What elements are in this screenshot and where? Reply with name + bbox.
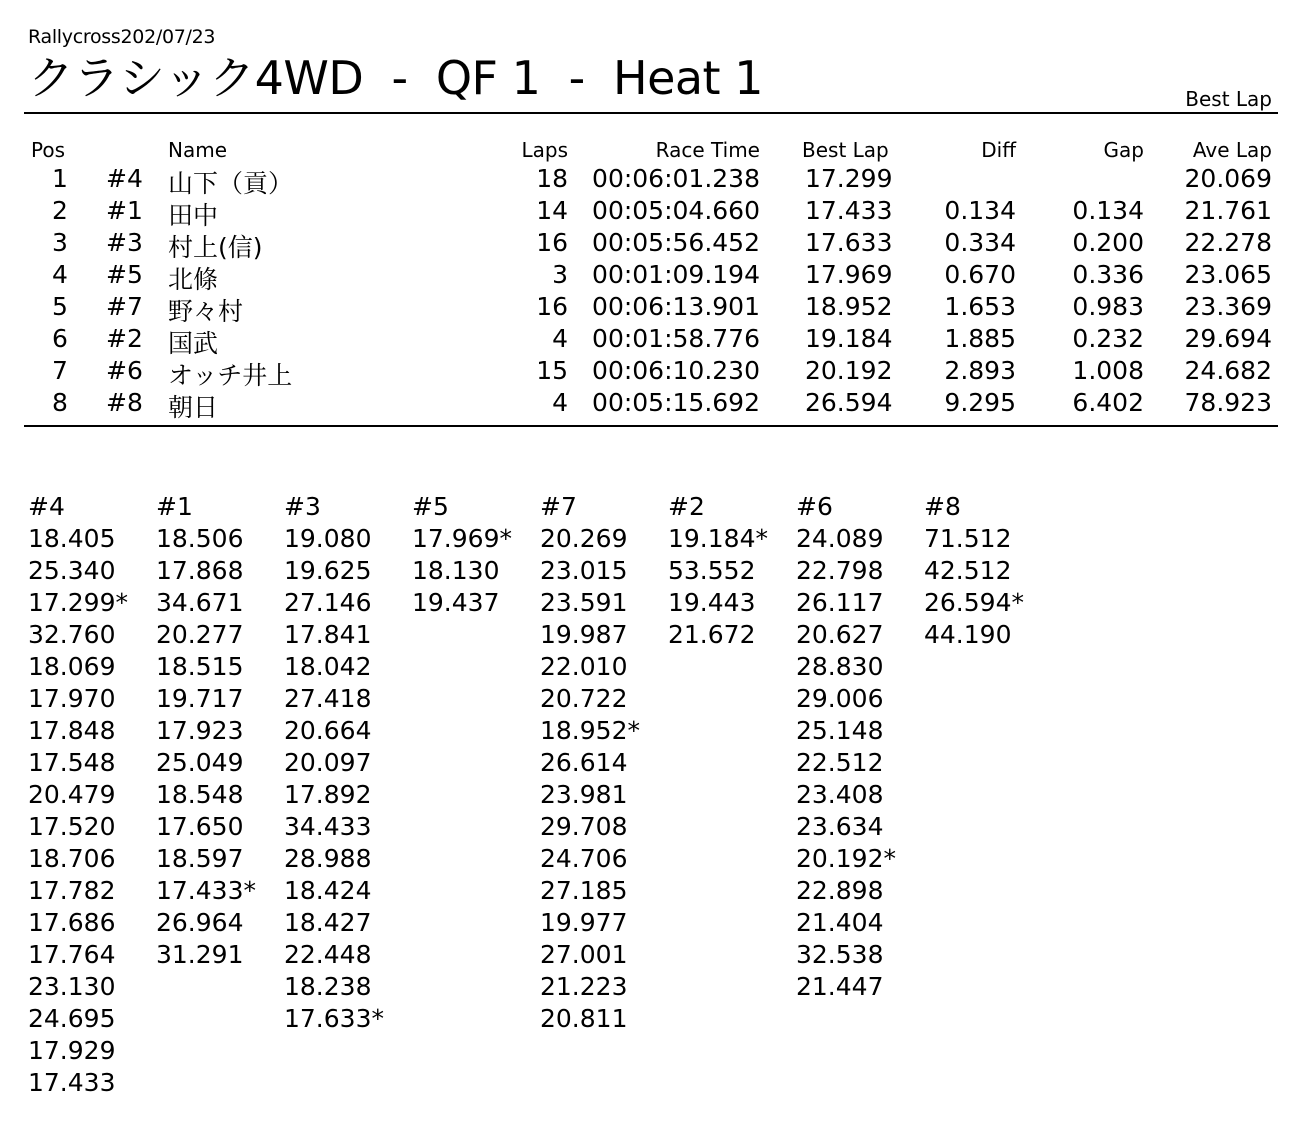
diff-cell: 0.134 [944, 196, 1016, 225]
laps-count-cell: 18 [536, 164, 568, 193]
lap-time-cell: 21.223 [540, 972, 628, 1001]
event-subtitle: Rallycross202/07/23 [28, 26, 216, 48]
lap-time-cell: 26.594* [924, 588, 1024, 617]
gap-cell: 0.200 [1072, 228, 1144, 257]
lap-time-cell: 23.591 [540, 588, 628, 617]
lap-time-cell: 18.706 [28, 844, 116, 873]
lap-time-cell: 18.506 [156, 524, 244, 553]
position-cell: 2 [52, 196, 68, 225]
position-cell: 7 [52, 356, 68, 385]
car-number-cell: #6 [106, 356, 143, 385]
race-time-cell: 00:05:15.692 [592, 388, 760, 417]
ave-lap-cell: 29.694 [1184, 324, 1272, 353]
lap-time-cell: 71.512 [924, 524, 1012, 553]
lap-time-cell: 17.970 [28, 684, 116, 713]
lap-time-cell: 19.443 [668, 588, 756, 617]
lap-time-cell: 17.548 [28, 748, 116, 777]
table-row [0, 164, 1308, 196]
sort-label: Best Lap [1185, 87, 1272, 111]
table-row [0, 388, 1308, 420]
col-header-laps: Laps [521, 138, 568, 162]
ave-lap-cell: 23.369 [1184, 292, 1272, 321]
lap-column-car-number: #1 [156, 492, 193, 521]
diff-cell: 2.893 [944, 356, 1016, 385]
lap-column [284, 491, 404, 1035]
laps-count-cell: 4 [552, 388, 568, 417]
table-row [0, 292, 1308, 324]
ave-lap-cell: 22.278 [1184, 228, 1272, 257]
lap-time-cell: 18.515 [156, 652, 244, 681]
lap-time-cell: 18.405 [28, 524, 116, 553]
col-header-best-lap: Best Lap [802, 138, 889, 162]
table-row [0, 260, 1308, 292]
lap-time-cell: 31.291 [156, 940, 244, 969]
best-lap-cell: 20.192 [805, 356, 893, 385]
lap-time-cell: 20.479 [28, 780, 116, 809]
diff-cell: 0.670 [944, 260, 1016, 289]
lap-time-cell: 23.408 [796, 780, 884, 809]
lap-time-cell: 23.130 [28, 972, 116, 1001]
driver-name-cell: 国武 [168, 329, 219, 358]
lap-time-cell: 34.671 [156, 588, 244, 617]
lap-time-cell: 26.614 [540, 748, 628, 777]
lap-time-cell: 19.987 [540, 620, 628, 649]
race-time-cell: 00:01:58.776 [592, 324, 760, 353]
lap-time-cell: 17.841 [284, 620, 372, 649]
lap-time-cell: 17.892 [284, 780, 372, 809]
lap-time-cell: 20.097 [284, 748, 372, 777]
lap-time-cell: 17.848 [28, 716, 116, 745]
lap-time-cell: 27.001 [540, 940, 628, 969]
best-lap-cell: 17.969 [805, 260, 893, 289]
lap-time-cell: 44.190 [924, 620, 1012, 649]
lap-time-cell: 25.340 [28, 556, 116, 585]
lap-time-cell: 19.080 [284, 524, 372, 553]
race-time-cell: 00:06:13.901 [592, 292, 760, 321]
lap-time-cell: 18.042 [284, 652, 372, 681]
col-header-name: Name [168, 138, 228, 162]
lap-time-cell: 17.929 [28, 1036, 116, 1065]
best-lap-cell: 19.184 [805, 324, 893, 353]
lap-time-cell: 42.512 [924, 556, 1012, 585]
driver-name-cell: 朝日 [168, 393, 219, 422]
driver-name-cell: 北條 [168, 265, 219, 294]
car-number-cell: #8 [106, 388, 143, 417]
lap-time-cell: 17.299* [28, 588, 128, 617]
lap-time-cell: 23.981 [540, 780, 628, 809]
page-title: クラシック4WD - QF 1 - Heat 1 [28, 51, 763, 105]
race-time-cell: 00:06:01.238 [592, 164, 760, 193]
lap-time-cell: 22.010 [540, 652, 628, 681]
lap-time-cell: 19.625 [284, 556, 372, 585]
ave-lap-cell: 23.065 [1184, 260, 1272, 289]
race-time-cell: 00:05:56.452 [592, 228, 760, 257]
lap-column [156, 491, 276, 971]
lap-time-cell: 18.952* [540, 716, 640, 745]
lap-time-cell: 18.427 [284, 908, 372, 937]
lap-time-cell: 19.717 [156, 684, 244, 713]
lap-time-cell: 20.269 [540, 524, 628, 553]
table-row [0, 196, 1308, 228]
gap-cell: 0.232 [1072, 324, 1144, 353]
diff-cell: 0.334 [944, 228, 1016, 257]
table-row [0, 324, 1308, 356]
lap-time-cell: 18.424 [284, 876, 372, 905]
lap-time-cell: 24.695 [28, 1004, 116, 1033]
position-cell: 3 [52, 228, 68, 257]
lap-time-cell: 24.089 [796, 524, 884, 553]
laps-count-cell: 4 [552, 324, 568, 353]
lap-time-cell: 25.148 [796, 716, 884, 745]
best-lap-cell: 17.433 [805, 196, 893, 225]
lap-time-cell: 23.634 [796, 812, 884, 841]
top-divider [24, 112, 1278, 114]
driver-name-cell: 山下（貢） [168, 169, 294, 198]
bottom-divider [24, 425, 1278, 427]
lap-time-cell: 17.868 [156, 556, 244, 585]
best-lap-cell: 17.633 [805, 228, 893, 257]
lap-time-cell: 17.633* [284, 1004, 384, 1033]
position-cell: 4 [52, 260, 68, 289]
lap-time-cell: 18.597 [156, 844, 244, 873]
best-lap-cell: 18.952 [805, 292, 893, 321]
lap-time-cell: 22.798 [796, 556, 884, 585]
gap-cell: 0.336 [1072, 260, 1144, 289]
lap-time-cell: 20.722 [540, 684, 628, 713]
lap-time-cell: 20.664 [284, 716, 372, 745]
lap-column-car-number: #8 [924, 492, 961, 521]
car-number-cell: #3 [106, 228, 143, 257]
lap-time-cell: 25.049 [156, 748, 244, 777]
lap-time-cell: 17.782 [28, 876, 116, 905]
table-row [0, 356, 1308, 388]
lap-time-cell: 21.404 [796, 908, 884, 937]
lap-time-cell: 18.548 [156, 780, 244, 809]
lap-column-car-number: #4 [28, 492, 65, 521]
lap-column [412, 491, 532, 619]
col-header-ave-lap: Ave Lap [1192, 138, 1272, 162]
position-cell: 1 [52, 164, 68, 193]
lap-time-cell: 53.552 [668, 556, 756, 585]
col-header-diff: Diff [981, 138, 1016, 162]
diff-cell: 1.653 [944, 292, 1016, 321]
gap-cell: 1.008 [1072, 356, 1144, 385]
position-cell: 8 [52, 388, 68, 417]
lap-time-cell: 28.830 [796, 652, 884, 681]
col-header-gap: Gap [1103, 138, 1144, 162]
col-header-race-time: Race Time [655, 138, 760, 162]
lap-time-cell: 27.185 [540, 876, 628, 905]
lap-column-car-number: #7 [540, 492, 577, 521]
diff-cell: 9.295 [944, 388, 1016, 417]
lap-time-cell: 17.433 [28, 1068, 116, 1097]
lap-column [796, 491, 916, 1003]
best-lap-cell: 26.594 [805, 388, 893, 417]
lap-time-cell: 20.277 [156, 620, 244, 649]
lap-time-cell: 32.538 [796, 940, 884, 969]
lap-time-cell: 22.512 [796, 748, 884, 777]
lap-time-cell: 17.650 [156, 812, 244, 841]
driver-name-cell: 野々村 [168, 297, 244, 326]
lap-time-cell: 27.418 [284, 684, 372, 713]
driver-name-cell: 村上(信) [168, 233, 263, 262]
lap-column-car-number: #3 [284, 492, 321, 521]
laps-count-cell: 3 [552, 260, 568, 289]
lap-time-cell: 21.672 [668, 620, 756, 649]
table-row [0, 228, 1308, 260]
lap-time-cell: 20.811 [540, 1004, 628, 1033]
lap-time-cell: 28.988 [284, 844, 372, 873]
lap-column [668, 491, 788, 651]
lap-time-cell: 27.146 [284, 588, 372, 617]
lap-time-cell: 17.686 [28, 908, 116, 937]
lap-time-cell: 26.964 [156, 908, 244, 937]
best-lap-cell: 17.299 [805, 164, 893, 193]
lap-time-cell: 17.520 [28, 812, 116, 841]
lap-time-cell: 24.706 [540, 844, 628, 873]
lap-time-cell: 17.923 [156, 716, 244, 745]
lap-time-cell: 22.448 [284, 940, 372, 969]
lap-time-cell: 18.130 [412, 556, 500, 585]
race-time-cell: 00:05:04.660 [592, 196, 760, 225]
lap-time-cell: 34.433 [284, 812, 372, 841]
car-number-cell: #7 [106, 292, 143, 321]
gap-cell: 0.983 [1072, 292, 1144, 321]
race-time-cell: 00:01:09.194 [592, 260, 760, 289]
lap-time-cell: 19.437 [412, 588, 500, 617]
ave-lap-cell: 24.682 [1184, 356, 1272, 385]
car-number-cell: #1 [106, 196, 143, 225]
lap-time-cell: 26.117 [796, 588, 884, 617]
lap-time-cell: 18.069 [28, 652, 116, 681]
lap-column-car-number: #5 [412, 492, 449, 521]
lap-time-cell: 17.969* [412, 524, 512, 553]
lap-time-cell: 21.447 [796, 972, 884, 1001]
lap-column-car-number: #6 [796, 492, 833, 521]
lap-time-cell: 19.977 [540, 908, 628, 937]
lap-time-cell: 20.627 [796, 620, 884, 649]
laps-count-cell: 16 [536, 228, 568, 257]
driver-name-cell: オッチ井上 [168, 361, 293, 390]
car-number-cell: #5 [106, 260, 143, 289]
diff-cell: 1.885 [944, 324, 1016, 353]
lap-time-cell: 32.760 [28, 620, 116, 649]
lap-time-cell: 17.764 [28, 940, 116, 969]
position-cell: 5 [52, 292, 68, 321]
lap-time-cell: 18.238 [284, 972, 372, 1001]
lap-time-cell: 29.708 [540, 812, 628, 841]
lap-column [924, 491, 1044, 651]
driver-name-cell: 田中 [168, 201, 219, 230]
ave-lap-cell: 21.761 [1184, 196, 1272, 225]
position-cell: 6 [52, 324, 68, 353]
laps-count-cell: 16 [536, 292, 568, 321]
lap-time-cell: 19.184* [668, 524, 768, 553]
lap-time-cell: 29.006 [796, 684, 884, 713]
lap-column [540, 491, 660, 1035]
laps-count-cell: 15 [536, 356, 568, 385]
race-time-cell: 00:06:10.230 [592, 356, 760, 385]
lap-column [28, 491, 148, 1099]
ave-lap-cell: 20.069 [1184, 164, 1272, 193]
car-number-cell: #4 [106, 164, 143, 193]
col-header-pos: Pos [31, 138, 66, 162]
lap-time-cell: 23.015 [540, 556, 628, 585]
laps-count-cell: 14 [536, 196, 568, 225]
gap-cell: 0.134 [1072, 196, 1144, 225]
lap-time-cell: 20.192* [796, 844, 896, 873]
lap-time-cell: 17.433* [156, 876, 256, 905]
car-number-cell: #2 [106, 324, 143, 353]
lap-time-cell: 22.898 [796, 876, 884, 905]
gap-cell: 6.402 [1072, 388, 1144, 417]
ave-lap-cell: 78.923 [1184, 388, 1272, 417]
lap-column-car-number: #2 [668, 492, 705, 521]
